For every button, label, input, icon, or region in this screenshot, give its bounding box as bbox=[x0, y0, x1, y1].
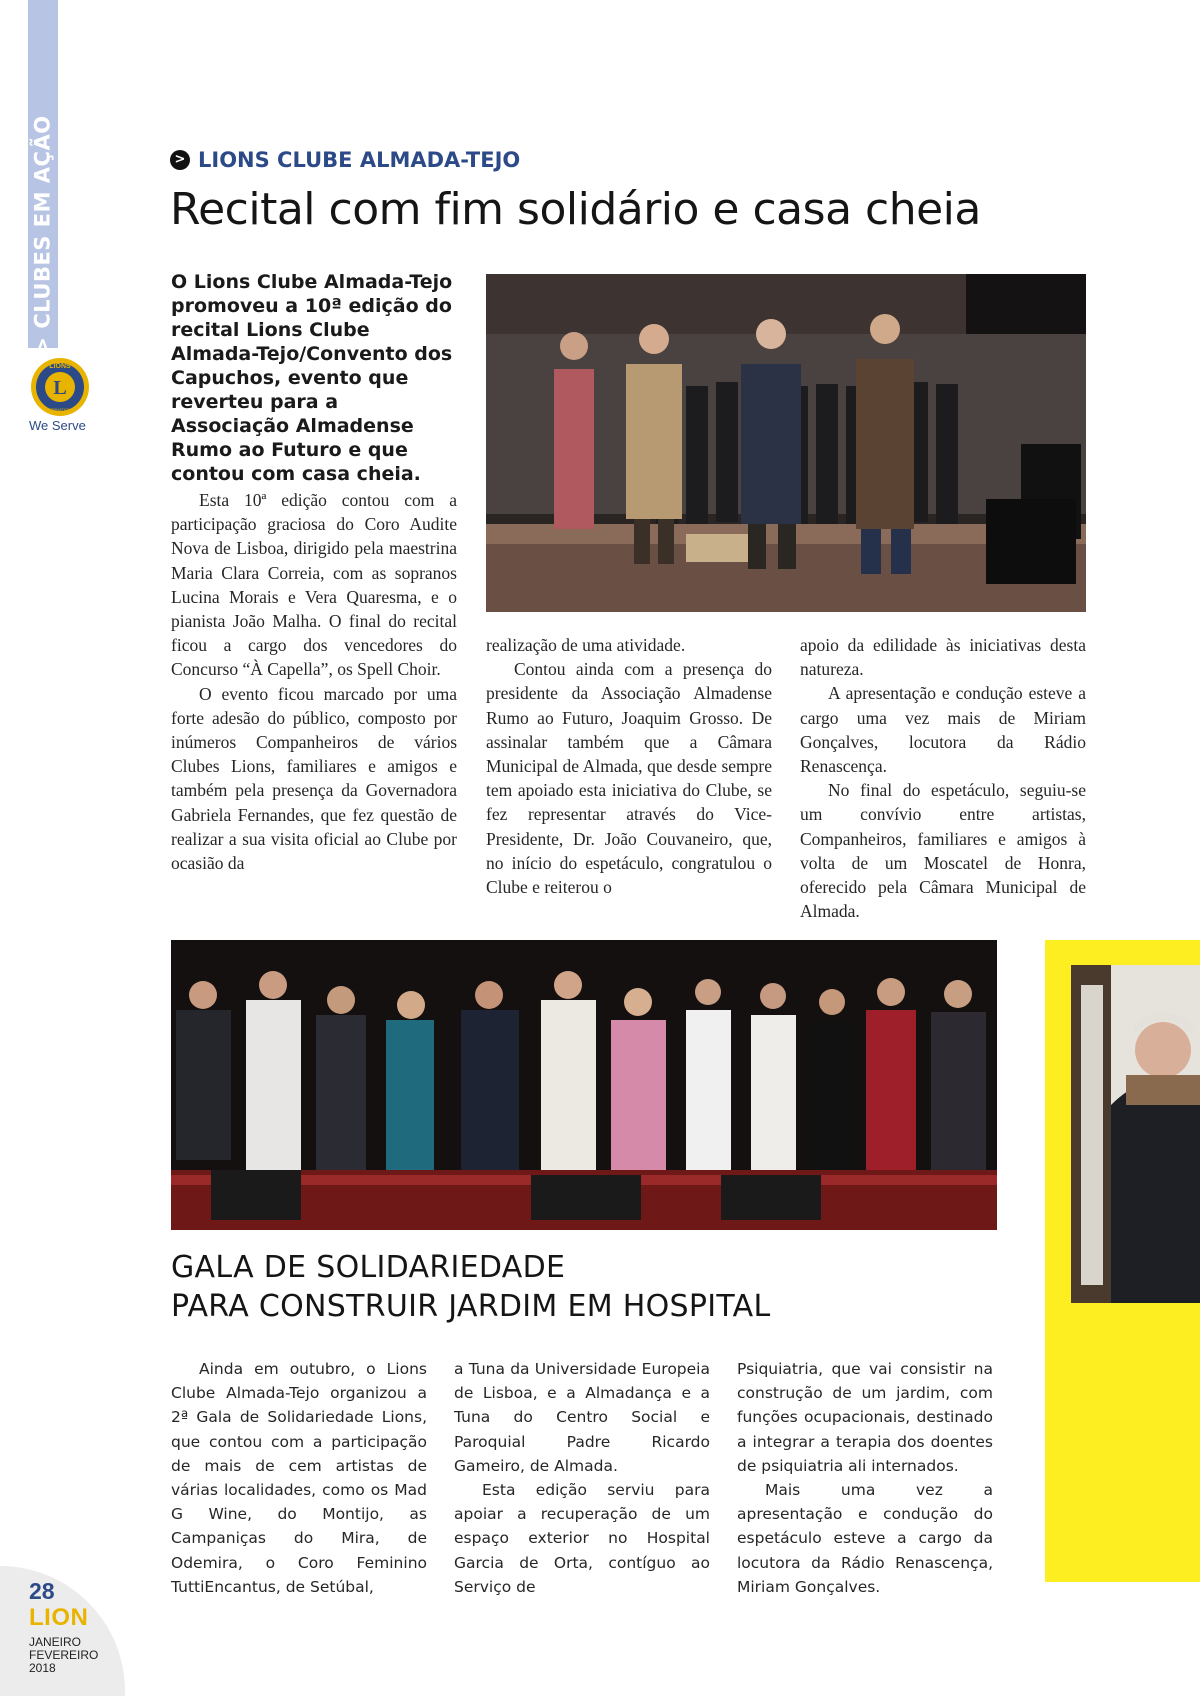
logo-text-top: LIONS bbox=[49, 363, 71, 370]
article1-column-3 bbox=[800, 633, 1086, 923]
section-title bbox=[171, 1248, 771, 1326]
page-title: Recital com fim solidário e casa cheia bbox=[170, 184, 981, 235]
logo-text-bottom: INTERNATIONAL bbox=[44, 407, 76, 412]
paragraph: Contou ainda com a presença do presidente da Associação Almadense Rumo ao Futuro, Joaquim Grosso. De assinalar também que a Câmara Municipal de Almada, que desde sempre tem apoiado esta iniciativa do Clube, se fez representar através do Vice-Presidente, Dr. João Couvaneiro, que, no início do espetáculo, congratulou o Clube e reiterou o bbox=[486, 659, 772, 898]
article-lead: O Lions Clube Almada-Tejo promoveu a 10ª edição do recital Lions Clube Almada-Tejo/Convento dos Capuchos, evento que reverteu para a Associação Almadense Rumo ao Futuro e que contou com casa cheia. bbox=[171, 271, 453, 485]
section-title-line-1: GALA DE SOLIDARIEDADE bbox=[171, 1250, 566, 1285]
tagline: We Serve bbox=[29, 418, 86, 433]
article2-column-3 bbox=[737, 1357, 993, 1599]
lions-emblem-icon bbox=[29, 356, 91, 418]
paragraph: Psiquiatria, que vai consistir na construção de um jardim, com funções ocupacionais, destinado a integrar a terapia dos doentes de psiquiatria ali internados. bbox=[737, 1360, 993, 1475]
paragraph: a Tuna da Universidade Europeia de Lisboa, e a Almadança e a Tuna do Centro Social e Paroquial Padre Ricardo Gameiro, de Almada. bbox=[454, 1360, 710, 1475]
section-label-text: > CLUBES EM AÇÃO bbox=[31, 115, 55, 355]
page-number: 28 bbox=[29, 1578, 55, 1604]
article2-column-2 bbox=[454, 1357, 710, 1599]
side-photo bbox=[1071, 965, 1200, 1303]
issue-line-2: FEVEREIRO bbox=[29, 1648, 99, 1662]
paragraph: Mais uma vez a apresentação e condução do espetáculo esteve a cargo da locutora da Rádio Renascença, Miriam Gonçalves. bbox=[737, 1481, 993, 1596]
paragraph: O evento ficou marcado por uma forte adesão do público, composto por inúmeros Companheiros de vários Clubes Lions, familiares e amigos e também pela presença da Governadora Gabriela Fernandes, que fez questão de realizar a sua visita oficial ao Clube por ocasião da bbox=[171, 683, 457, 874]
section-title-line-2: PARA CONSTRUIR JARDIM EM HOSPITAL bbox=[171, 1289, 771, 1324]
paragraph: realização de uma atividade. bbox=[486, 635, 686, 655]
magazine-name: LION bbox=[29, 1604, 89, 1631]
paragraph: Esta 10ª edição contou com a participação graciosa do Coro Audite Nova de Lisboa, dirigido pela maestrina Maria Clara Correia, com as sopranos Lucina Morais e Vera Quaresma, e o pianista João Malha. O final do recital ficou a cargo dos vencedores do Concurso “À Capella”, os Spell Choir. bbox=[171, 490, 457, 680]
paragraph: apoio da edilidade às iniciativas desta natureza. bbox=[800, 635, 1086, 680]
article2-column-1 bbox=[171, 1357, 427, 1599]
gala-photo bbox=[171, 940, 997, 1230]
logo-letter: L bbox=[53, 377, 67, 399]
issue-line-1: JANEIRO bbox=[29, 1635, 82, 1649]
kicker-text: LIONS CLUBE ALMADA-TEJO bbox=[198, 148, 521, 172]
section-label bbox=[28, 115, 58, 355]
paragraph: No final do espetáculo, seguiu-se um convívio entre artistas, Companheiros, familiares e amigos à volta de um Moscatel de Honra, oferecido pela Câmara Municipal de Almada. bbox=[800, 780, 1086, 922]
paragraph: Esta edição serviu para apoiar a recuperação de um espaço exterior no Hospital Garcia de Orta, contíguo ao Serviço de bbox=[454, 1481, 710, 1596]
article-kicker bbox=[170, 148, 520, 172]
issue-date bbox=[29, 1636, 98, 1675]
paragraph: A apresentação e condução esteve a cargo uma vez mais de Miriam Gonçalves, locutora da Rádio Renascença. bbox=[800, 683, 1086, 777]
paragraph: Ainda em outubro, o Lions Clube Almada-Tejo organizou a 2ª Gala de Solidariedade Lions, que contou com a participação de mais de cem artistas de várias localidades, como os Mad G Wine, do Montijo, as Campaniças do Mira, de Odemira, o Coro Feminino TuttiEncantus, de Setúbal, bbox=[171, 1360, 427, 1596]
issue-year: 2018 bbox=[29, 1661, 56, 1675]
article1-column-1 bbox=[171, 488, 457, 875]
article1-column-2 bbox=[486, 633, 772, 899]
chevron-circle-icon: > bbox=[170, 150, 190, 170]
recital-photo bbox=[486, 274, 1086, 612]
